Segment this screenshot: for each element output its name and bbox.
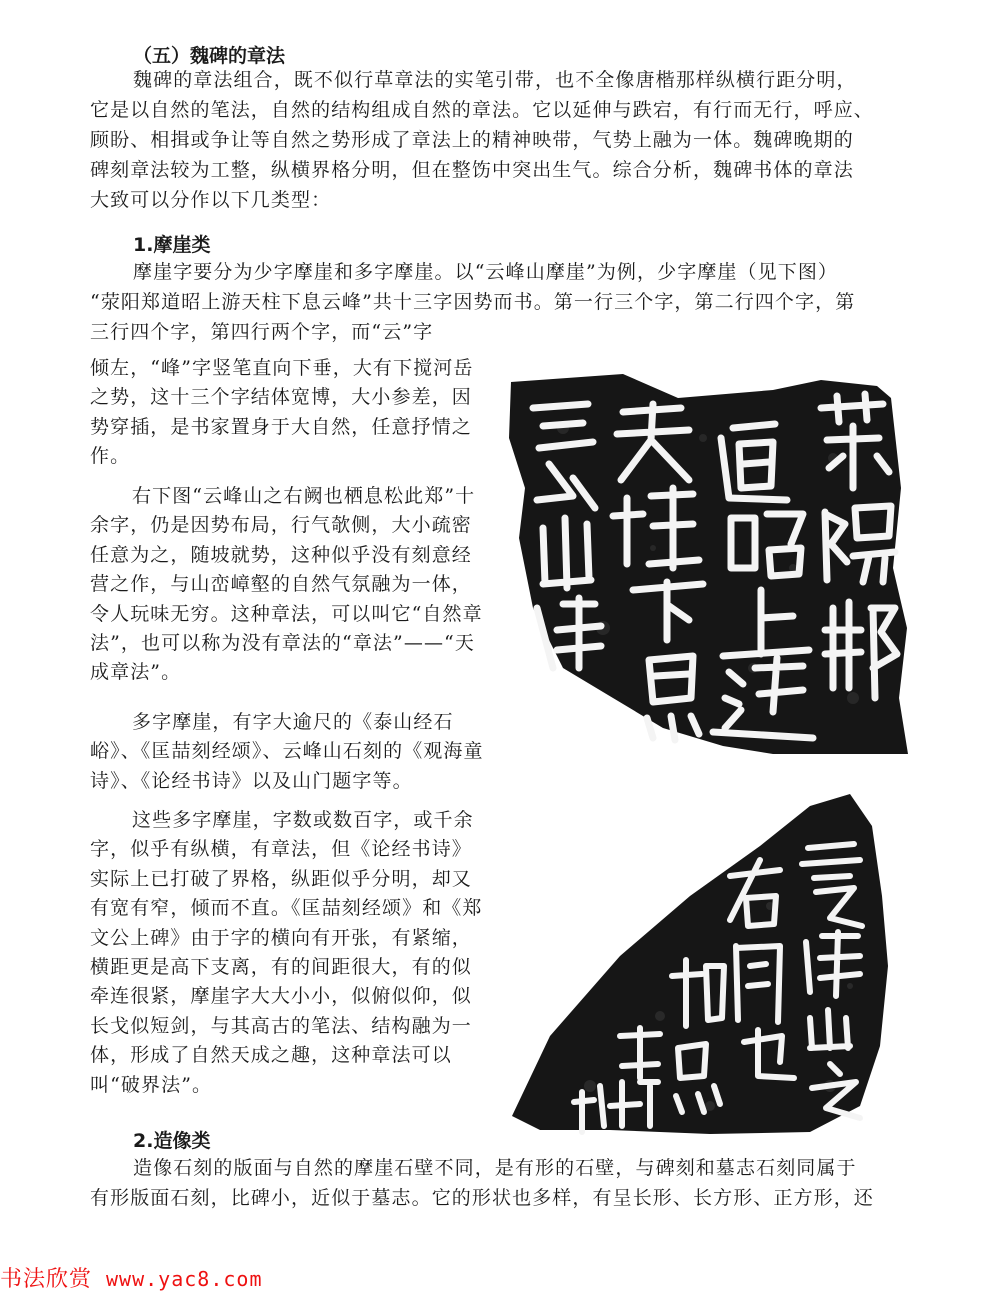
zaoxiang-line: 造像石刻的版面与自然的摩崖石壁不同，是有形的石壁，与碑刻和墓志石刻同属于 xyxy=(133,1157,857,1179)
intro-line: 大致可以分作以下几类型： xyxy=(90,189,332,211)
heading-moya: 1.摩崖类 xyxy=(133,234,211,256)
moya-line: 三行四个字，第四行两个字，而“云”字 xyxy=(90,321,434,343)
intro-line: 魏碑的章法组合，既不似行草章法的实笔引带，也不全像唐楷那样纵横行距分明， xyxy=(133,69,857,91)
paragraph-b: 右下图“云峰山之右阙也栖息松此郑”十余字，仍是因势布局，行气欹侧，大小疏密任意为之，随坡就势，这种似乎没有刻意经营之作，与山峦嶂壑的自然气氛融为一体，令人玩味无穷。这种章法，可以叫它“自然章法”，也可以称为没有章法的“章法”——“天成章法”。 xyxy=(90,485,483,684)
intro-line: 碑刻章法较为工整，纵横界格分明，但在整饬中突出生气。综合分析，魏碑书体的章法 xyxy=(90,159,854,181)
paragraph-a: 倾左，“峰”字竖笔直向下垂，大有下搅河岳之势，这十三个字结体宽博，大小参差，因势穿插，是书家置身于大自然，任意抒情之作。 xyxy=(90,357,474,468)
intro-line: 顾盼、相揖或争让等自然之势形成了章法上的精神映带，气势上融为一体。魏碑晚期的 xyxy=(90,129,854,151)
section-title: （五）魏碑的章法 xyxy=(133,45,286,67)
paragraph-d: 这些多字摩崖，字数或数百字，或千余字，似乎有纵横，有章法，但《论经书诗》实际上已打破了界格，纵距似乎分明，却又有宽有窄，倾而不直。《匡喆刻经颂》和《郑文公上碑》由于字的横向有开张，有紧缩，横距更是高下支离，有的间距很大，有的似牵连很紧，摩崖字大大小小，似俯似仰，似长戈似短剑，与其高古的笔法、结构融为一体，形成了自然天成之趣，这种章法可以叫“破界法”。 xyxy=(90,809,483,1096)
footer-watermark xyxy=(0,1262,263,1293)
rubbing-image-yunfeng-13-chars xyxy=(503,368,915,754)
intro-line: 它是以自然的笔法，自然的结构组成自然的章法。它以延伸与跌宕，有行而无行，呼应、 xyxy=(90,99,874,121)
moya-line: 摩崖字要分为少字摩崖和多字摩崖。以“云峰山摩崖”为例，少字摩崖（见下图） xyxy=(133,261,839,283)
paragraph-c: 多字摩崖，有字大逾尺的《泰山经石峪》、《匡喆刻经颂》、云峰山石刻的《观海童诗》、《论经书诗》以及山门题字等。 xyxy=(90,711,484,792)
zaoxiang-line: 有形版面石刻，比碑小，近似于墓志。它的形状也多样，有呈长形、长方形、正方形，还 xyxy=(90,1187,874,1209)
footer-url[interactable]: www.yac8.com xyxy=(106,1267,263,1291)
rubbing-image-yunfeng-right-que xyxy=(510,786,890,1136)
moya-line: “荥阳郑道昭上游天柱下息云峰”共十三字因势而书。第一行三个字，第二行四个字，第 xyxy=(90,291,856,313)
footer-site-name: 书法欣赏 xyxy=(0,1267,93,1292)
heading-zaoxiang: 2.造像类 xyxy=(133,1130,211,1152)
